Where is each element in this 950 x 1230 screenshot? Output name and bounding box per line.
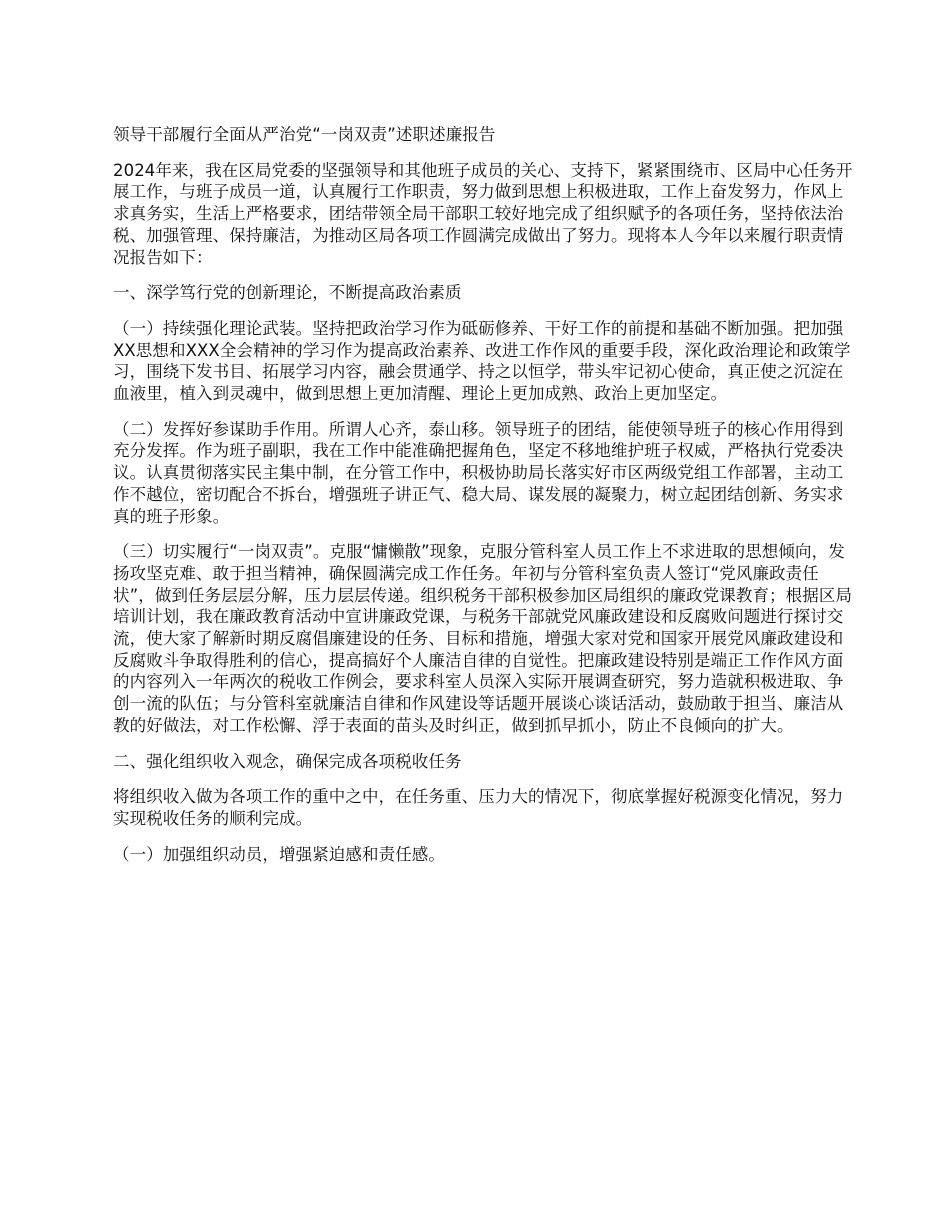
section-heading-2: 二、强化组织收入观念，确保完成各项税收任务 [113,751,462,771]
document-title: 领导干部履行全面从严治党“一岗双责”述职述廉报告 [113,125,496,144]
document-page [113,124,853,879]
paragraph-1-3: （三）切实履行“一岗双责”。克服“慵懒散”现象，克服分管科室人员工作上不求进取的思想倾向，发扬攻坚克难、敢于担当精神，确保圆满完成工作任务。年初与分管科室负责人签订“党风廉政责任状”，做到任务层层分解，压力层层传递。组织税务干部积极参加区局组织的廉政党课教育；根据区局培训计划，我在廉政教育活动中宣讲廉政党课，与税务干部就党风廉政建设和反腐败问题进行探讨交流，使大家了解新时期反腐倡廉建设的任务、目标和措施，增强大家对党和国家开展党风廉政建设和反腐败斗争取得胜利的信心，提高搞好个人廉洁自律的自觉性。把廉政建设特别是端正工作作风方面的内容列入一年两次的税收工作例会，要求科室人员深入实际开展调查研究，努力造就积极进取、争创一流的队伍；与分管科室就廉洁自律和作风建设等话题开展谈心谈话活动，鼓励敢于担当、廉洁从教的好做法，对工作松懈、浮于表面的苗头及时纠正，做到抓早抓小，防止不良倾向的扩大。 [113,542,853,735]
intro-paragraph: 2024年来，我在区局党委的坚强领导和其他班子成员的关心、支持下，紧紧围绕市、区局中心任务开展工作，与班子成员一道，认真履行工作职责，努力做到思想上积极进取，工作上奋发努力，作风上求真务实，生活上严格要求，团结带领全局干部职工较好地完成了组织赋予的各项任务，坚持依法治税、加强管理、保持廉洁，为推动区局各项工作圆满完成做出了努力。现将本人今年以来履行职责情况报告如下： [113,160,853,267]
paragraph-2-1: （一）加强组织动员，增强紧迫感和责任感。 [113,844,445,864]
paragraph-1-1: （一）持续强化理论武装。坚持把政治学习作为砥砺修养、干好工作的前提和基础不断加强。把加强XX思想和XXX全会精神的学习作为提高政治素养、改进工作作风的重要手段，深化政治理论和政策学习，围绕下发书目、拓展学习内容，融会贯通学、持之以恒学，带头牢记初心使命，真正使之沉淀在血液里，植入到灵魂中，做到思想上更加清醒、理论上更加成熟、政治上更加坚定。 [113,318,851,404]
paragraph-1-2: （二）发挥好参谋助手作用。所谓人心齐，泰山移。领导班子的团结，能使领导班子的核心作用得到充分发挥。作为班子副职，我在工作中能准确把握角色，坚定不移地维护班子权威，严格执行党委决议。认真贯彻落实民主集中制，在分管工作中，积极协助局长落实好市区两级党组工作部署，主动工作不越位，密切配合不拆台，增强班子讲正气、稳大局、谋发展的凝聚力，树立起团结创新、务实求真的班子形象。 [113,419,844,526]
paragraph-2-intro: 将组织收入做为各项工作的重中之中，在任务重、压力大的情况下，彻底掌握好税源变化情况，努力实现税收任务的顺利完成。 [113,787,844,828]
section-heading-1: 一、深学笃行党的创新理论，不断提高政治素质 [113,283,462,303]
